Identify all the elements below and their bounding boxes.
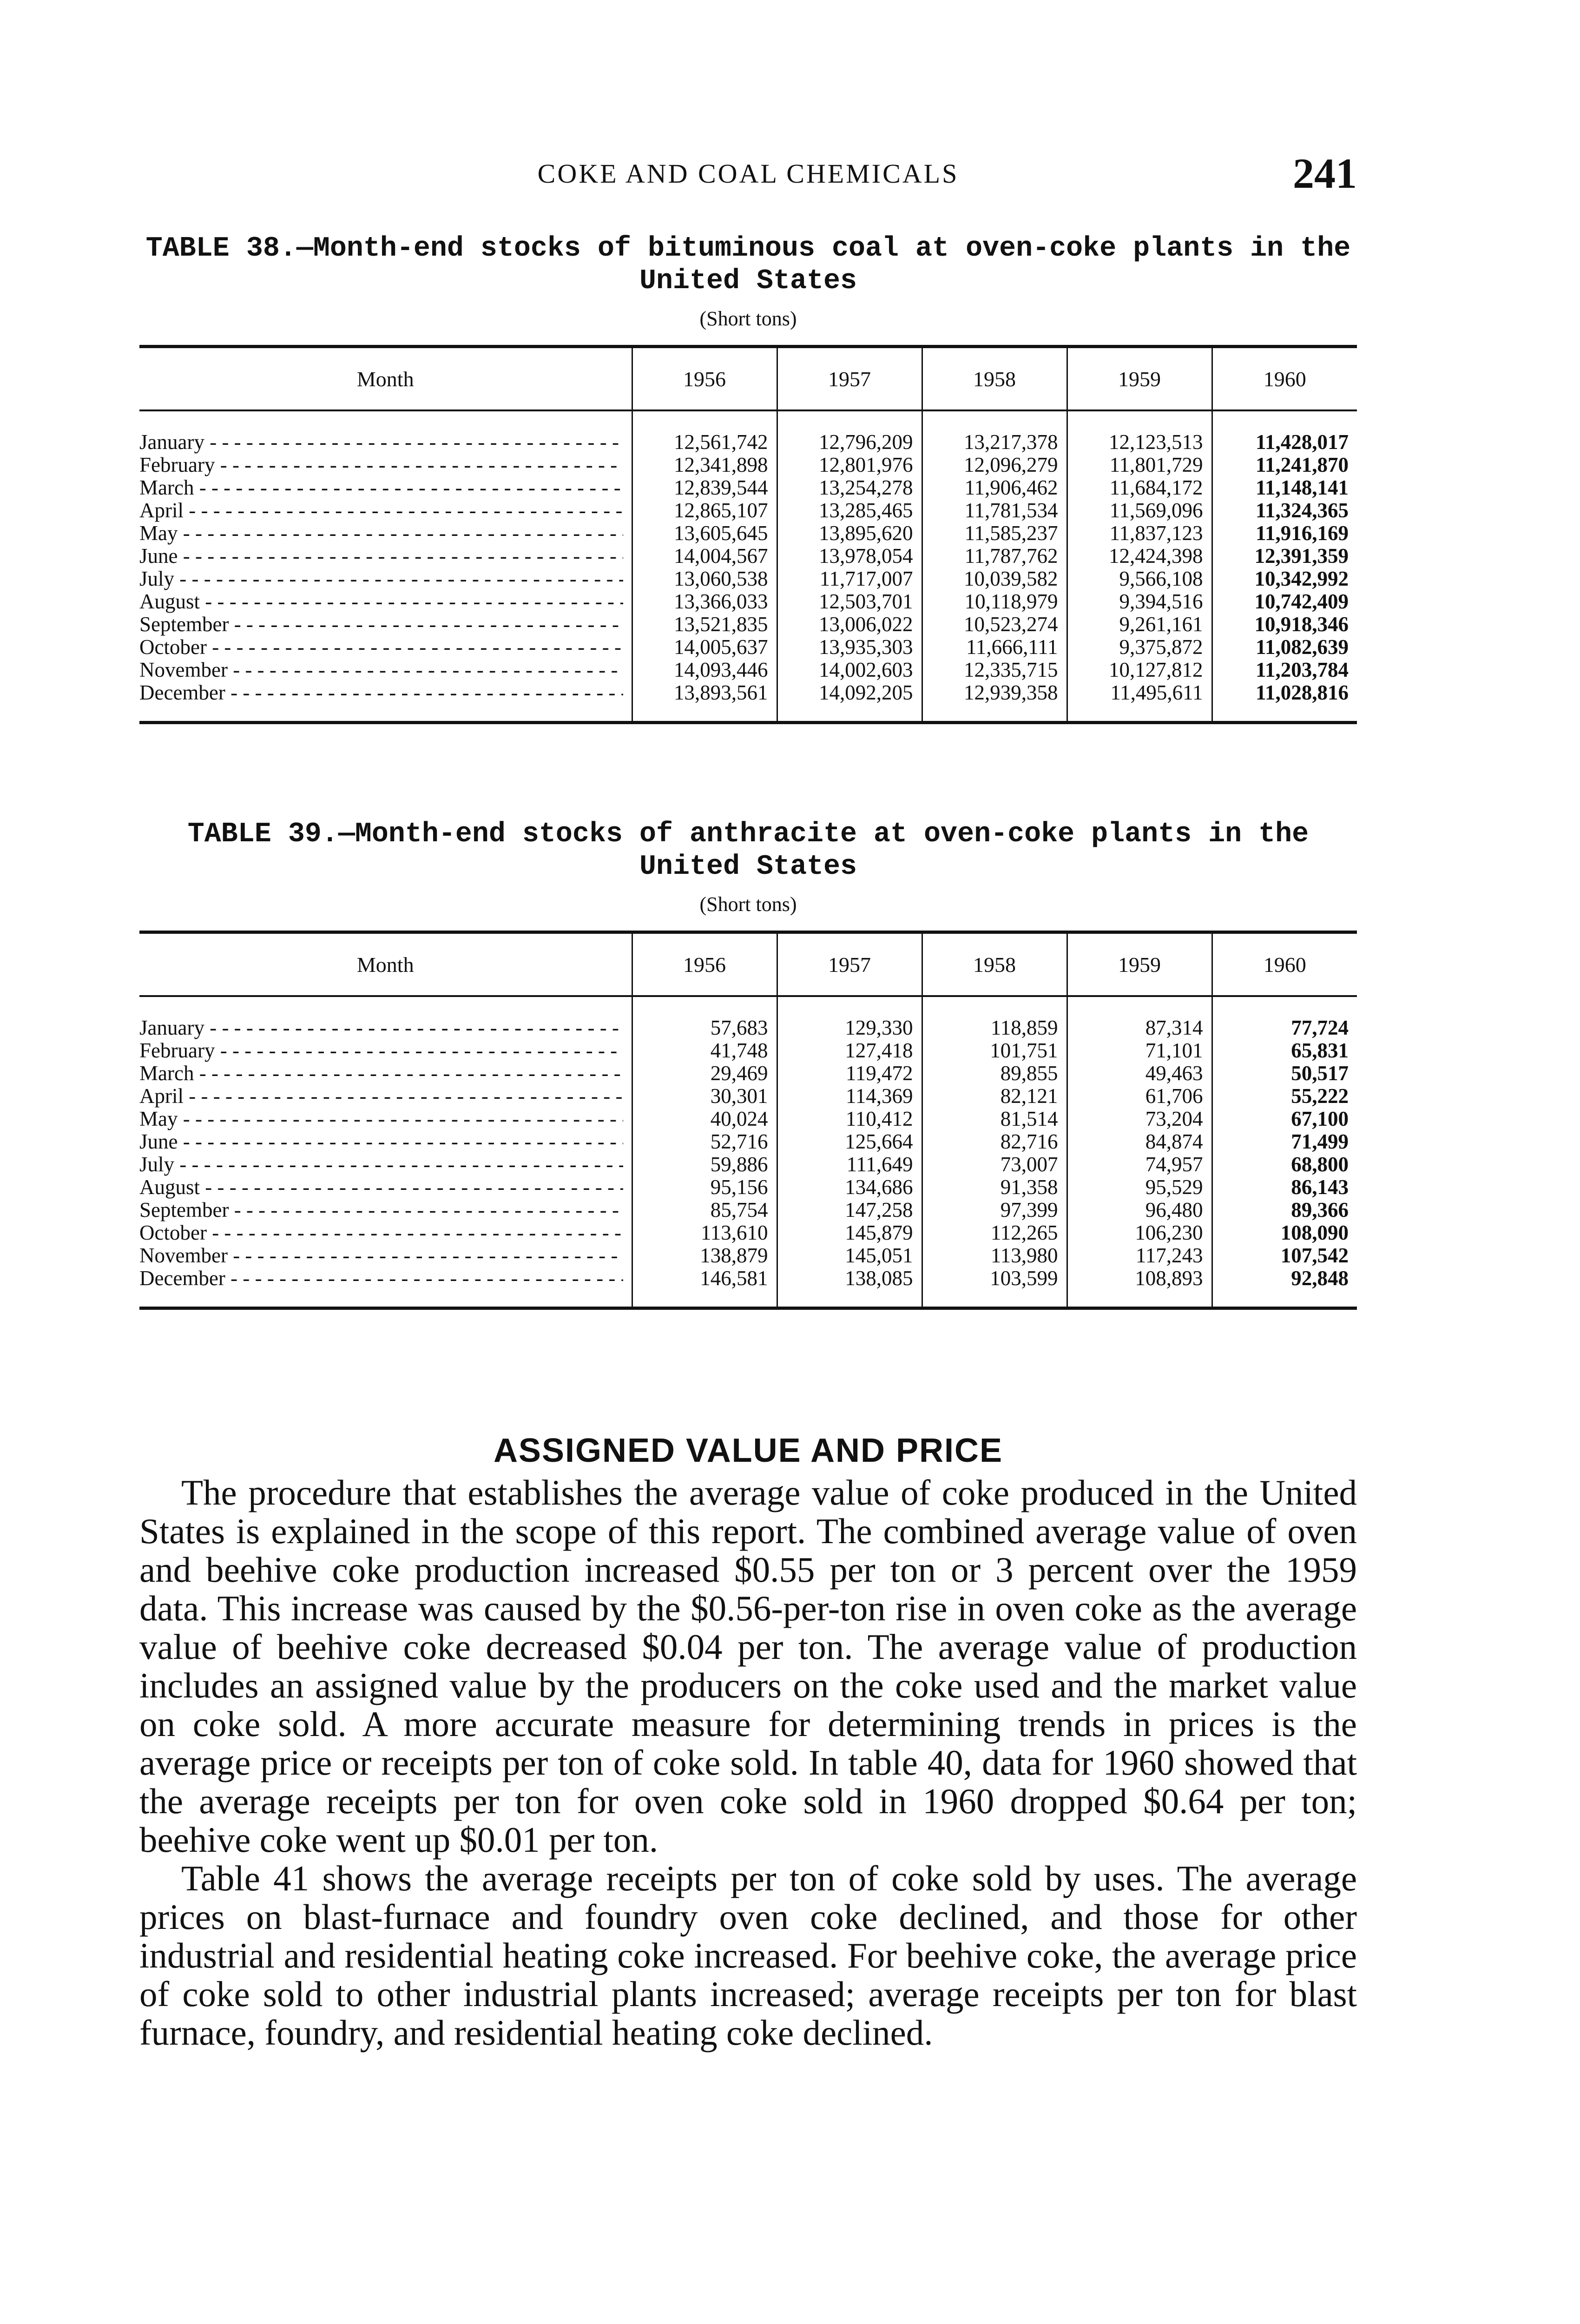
month-label: February - - - (139, 454, 623, 476)
value-cell: 10,039,582 (922, 568, 1067, 590)
value-cell: 84,874 (1067, 1130, 1212, 1153)
table-39 (139, 818, 1357, 1310)
value-cell: 55,222 (1212, 1085, 1357, 1108)
value-cell: 11,717,007 (777, 568, 922, 590)
month-label: May - - - (139, 1108, 623, 1130)
value-cell: 11,666,111 (922, 636, 1067, 659)
spacer-cell (922, 704, 1067, 723)
column-header: 1957 (777, 932, 922, 997)
month-label: September - - - (139, 1199, 623, 1221)
month-label: December - - - (139, 681, 623, 704)
spacer-cell (632, 1290, 777, 1308)
column-header: Month (139, 347, 632, 411)
month-cell (139, 568, 632, 590)
table-39-header-row (139, 932, 1357, 997)
value-cell: 108,090 (1212, 1221, 1357, 1244)
page-number: 241 (1293, 150, 1357, 197)
table-39-title-line-2: United States (639, 851, 857, 883)
value-cell: 12,503,701 (777, 590, 922, 613)
value-cell: 12,391,359 (1212, 545, 1357, 568)
table-row (139, 1085, 1357, 1108)
value-cell: 9,375,872 (1067, 636, 1212, 659)
table-row (139, 545, 1357, 568)
value-cell: 11,148,141 (1212, 476, 1357, 499)
table-row (139, 454, 1357, 476)
table-38-grid (139, 345, 1357, 724)
table-row (139, 1176, 1357, 1199)
value-cell: 113,980 (922, 1244, 1067, 1267)
value-cell: 134,686 (777, 1176, 922, 1199)
value-cell: 11,324,365 (1212, 499, 1357, 522)
value-cell: 138,085 (777, 1267, 922, 1290)
value-cell: 13,935,303 (777, 636, 922, 659)
table-row (139, 1153, 1357, 1176)
column-header: 1960 (1212, 932, 1357, 997)
value-cell: 30,301 (632, 1085, 777, 1108)
table-row (139, 1267, 1357, 1290)
value-cell: 13,254,278 (777, 476, 922, 499)
value-cell: 118,859 (922, 1017, 1067, 1039)
value-cell: 11,781,534 (922, 499, 1067, 522)
value-cell: 73,007 (922, 1153, 1067, 1176)
value-cell: 9,394,516 (1067, 590, 1212, 613)
month-label: June - - - (139, 545, 623, 568)
table-38-title-line-1: TABLE 38.—Month-end stocks of bituminous coal at oven-coke plants in the (145, 233, 1351, 264)
spacer-cell (1212, 996, 1357, 1017)
table-row (139, 1017, 1357, 1039)
month-cell (139, 499, 632, 522)
month-cell (139, 1267, 632, 1290)
value-cell: 14,005,637 (632, 636, 777, 659)
spacer-cell (1067, 704, 1212, 723)
value-cell: 74,957 (1067, 1153, 1212, 1176)
month-cell (139, 590, 632, 613)
month-label: March - - - (139, 476, 623, 499)
spacer-cell (139, 410, 632, 431)
month-cell (139, 1153, 632, 1176)
value-cell: 81,514 (922, 1108, 1067, 1130)
value-cell: 106,230 (1067, 1221, 1212, 1244)
value-cell: 13,978,054 (777, 545, 922, 568)
value-cell: 13,521,835 (632, 613, 777, 636)
value-cell: 147,258 (777, 1199, 922, 1221)
spacer-cell (922, 996, 1067, 1017)
column-header: 1958 (922, 932, 1067, 997)
table-39-unit: (Short tons) (699, 893, 797, 916)
value-cell: 11,082,639 (1212, 636, 1357, 659)
running-head (139, 149, 1357, 205)
month-label: May - - - (139, 522, 623, 545)
value-cell: 146,581 (632, 1267, 777, 1290)
spacer-cell (922, 410, 1067, 431)
value-cell: 10,918,346 (1212, 613, 1357, 636)
value-cell: 101,751 (922, 1039, 1067, 1062)
value-cell: 40,024 (632, 1108, 777, 1130)
value-cell: 13,060,538 (632, 568, 777, 590)
section-heading: ASSIGNED VALUE AND PRICE (493, 1432, 1003, 1469)
table-row (139, 431, 1357, 454)
column-header: 1959 (1067, 347, 1212, 411)
value-cell: 65,831 (1212, 1039, 1357, 1062)
value-cell: 9,566,108 (1067, 568, 1212, 590)
table-spacer-row (139, 410, 1357, 431)
value-cell: 12,865,107 (632, 499, 777, 522)
value-cell: 68,800 (1212, 1153, 1357, 1176)
value-cell: 10,118,979 (922, 590, 1067, 613)
month-cell (139, 1017, 632, 1039)
spacer-cell (922, 1290, 1067, 1308)
value-cell: 73,204 (1067, 1108, 1212, 1130)
value-cell: 11,495,611 (1067, 681, 1212, 704)
value-cell: 95,156 (632, 1176, 777, 1199)
table-39-body (139, 996, 1357, 1308)
value-cell: 82,121 (922, 1085, 1067, 1108)
value-cell: 12,123,513 (1067, 431, 1212, 454)
month-label: July - - - (139, 1153, 623, 1176)
value-cell: 103,599 (922, 1267, 1067, 1290)
value-cell: 95,529 (1067, 1176, 1212, 1199)
spacer-cell (777, 996, 922, 1017)
value-cell: 9,261,161 (1067, 613, 1212, 636)
month-cell (139, 1130, 632, 1153)
value-cell: 91,358 (922, 1176, 1067, 1199)
column-header: 1956 (632, 932, 777, 997)
month-label: December - - - (139, 1267, 623, 1290)
value-cell: 13,605,645 (632, 522, 777, 545)
value-cell: 89,855 (922, 1062, 1067, 1085)
value-cell: 113,610 (632, 1221, 777, 1244)
value-cell: 11,203,784 (1212, 659, 1357, 681)
month-cell (139, 522, 632, 545)
column-header: 1959 (1067, 932, 1212, 997)
value-cell: 11,585,237 (922, 522, 1067, 545)
value-cell: 10,127,812 (1067, 659, 1212, 681)
value-cell: 82,716 (922, 1130, 1067, 1153)
value-cell: 119,472 (777, 1062, 922, 1085)
table-38 (139, 232, 1357, 724)
value-cell: 138,879 (632, 1244, 777, 1267)
table-38-header-row (139, 347, 1357, 411)
month-cell (139, 454, 632, 476)
table-row (139, 1062, 1357, 1085)
value-cell: 10,742,409 (1212, 590, 1357, 613)
value-cell: 145,051 (777, 1244, 922, 1267)
month-label: July - - - (139, 568, 623, 590)
month-cell (139, 1244, 632, 1267)
month-label: April - - - (139, 499, 623, 522)
value-cell: 12,939,358 (922, 681, 1067, 704)
month-cell (139, 613, 632, 636)
value-cell: 14,092,205 (777, 681, 922, 704)
value-cell: 127,418 (777, 1039, 922, 1062)
value-cell: 11,684,172 (1067, 476, 1212, 499)
value-cell: 114,369 (777, 1085, 922, 1108)
month-label: June - - - (139, 1130, 623, 1153)
spacer-cell (1212, 704, 1357, 723)
table-38-title (139, 232, 1357, 297)
table-39-title (139, 818, 1357, 883)
value-cell: 129,330 (777, 1017, 922, 1039)
month-cell (139, 476, 632, 499)
table-row (139, 636, 1357, 659)
month-label: October - - - (139, 1221, 623, 1244)
value-cell: 49,463 (1067, 1062, 1212, 1085)
value-cell: 52,716 (632, 1130, 777, 1153)
month-cell (139, 1039, 632, 1062)
value-cell: 12,839,544 (632, 476, 777, 499)
month-label: February - - - (139, 1039, 623, 1062)
value-cell: 11,906,462 (922, 476, 1067, 499)
value-cell: 107,542 (1212, 1244, 1357, 1267)
value-cell: 12,561,742 (632, 431, 777, 454)
value-cell: 89,366 (1212, 1199, 1357, 1221)
month-label: January - - - (139, 1017, 623, 1039)
spacer-cell (139, 996, 632, 1017)
month-cell (139, 659, 632, 681)
table-39-grid (139, 931, 1357, 1310)
month-label: January - - - (139, 431, 623, 454)
value-cell: 111,649 (777, 1153, 922, 1176)
month-label: August - - - (139, 1176, 623, 1199)
spacer-cell (1212, 1290, 1357, 1308)
value-cell: 11,241,870 (1212, 454, 1357, 476)
value-cell: 86,143 (1212, 1176, 1357, 1199)
table-row (139, 590, 1357, 613)
table-row (139, 1039, 1357, 1062)
value-cell: 12,335,715 (922, 659, 1067, 681)
month-label: October - - - (139, 636, 623, 659)
value-cell: 125,664 (777, 1130, 922, 1153)
month-label: August - - - (139, 590, 623, 613)
value-cell: 11,801,729 (1067, 454, 1212, 476)
value-cell: 92,848 (1212, 1267, 1357, 1290)
column-header: 1957 (777, 347, 922, 411)
body-text (139, 1473, 1357, 2052)
value-cell: 13,285,465 (777, 499, 922, 522)
running-title: COKE AND COAL CHEMICALS (537, 158, 959, 189)
value-cell: 96,480 (1067, 1199, 1212, 1221)
month-cell (139, 1108, 632, 1130)
value-cell: 71,101 (1067, 1039, 1212, 1062)
value-cell: 112,265 (922, 1221, 1067, 1244)
table-row (139, 1244, 1357, 1267)
value-cell: 50,517 (1212, 1062, 1357, 1085)
spacer-cell (632, 410, 777, 431)
value-cell: 85,754 (632, 1199, 777, 1221)
spacer-cell (777, 410, 922, 431)
month-cell (139, 545, 632, 568)
value-cell: 11,569,096 (1067, 499, 1212, 522)
month-cell (139, 1085, 632, 1108)
column-header: 1958 (922, 347, 1067, 411)
value-cell: 67,100 (1212, 1108, 1357, 1130)
value-cell: 12,796,209 (777, 431, 922, 454)
value-cell: 11,428,017 (1212, 431, 1357, 454)
month-label: September - - - (139, 613, 623, 636)
value-cell: 110,412 (777, 1108, 922, 1130)
value-cell: 57,683 (632, 1017, 777, 1039)
table-38-body (139, 410, 1357, 723)
value-cell: 11,916,169 (1212, 522, 1357, 545)
value-cell: 11,787,762 (922, 545, 1067, 568)
table-row (139, 476, 1357, 499)
spacer-cell (777, 1290, 922, 1308)
spacer-cell (632, 704, 777, 723)
month-cell (139, 1199, 632, 1221)
table-row (139, 681, 1357, 704)
value-cell: 41,748 (632, 1039, 777, 1062)
value-cell: 12,801,976 (777, 454, 922, 476)
value-cell: 13,217,378 (922, 431, 1067, 454)
value-cell: 11,837,123 (1067, 522, 1212, 545)
month-label: November - - - (139, 1244, 623, 1267)
spacer-cell (777, 704, 922, 723)
value-cell: 29,469 (632, 1062, 777, 1085)
value-cell: 108,893 (1067, 1267, 1212, 1290)
table-row (139, 568, 1357, 590)
table-row (139, 522, 1357, 545)
spacer-cell (1067, 410, 1212, 431)
table-38-title-line-2: United States (639, 265, 857, 297)
value-cell: 87,314 (1067, 1017, 1212, 1039)
value-cell: 145,879 (777, 1221, 922, 1244)
table-spacer-row (139, 996, 1357, 1017)
value-cell: 11,028,816 (1212, 681, 1357, 704)
month-cell (139, 1221, 632, 1244)
table-39-title-line-1: TABLE 39.—Month-end stocks of anthracite at oven-coke plants in the (187, 819, 1309, 850)
table-row (139, 1108, 1357, 1130)
column-header: 1960 (1212, 347, 1357, 411)
month-label: March - - - (139, 1062, 623, 1085)
month-cell (139, 1062, 632, 1085)
value-cell: 10,523,274 (922, 613, 1067, 636)
value-cell: 59,886 (632, 1153, 777, 1176)
spacer-cell (1067, 1290, 1212, 1308)
table-spacer-row (139, 704, 1357, 723)
paragraph: Table 41 shows the average receipts per ton of coke sold by uses. The average prices on blast-furnace and foundry oven coke declined, and those for other industrial and residential heating coke increased. For beehive coke, the average price of coke sold to other industrial plants increased; average receipts per ton for blast furnace, foundry, and residential heating coke declined. (139, 1858, 1357, 2053)
spacer-cell (1067, 996, 1212, 1017)
value-cell: 97,399 (922, 1199, 1067, 1221)
value-cell: 13,893,561 (632, 681, 777, 704)
table-row (139, 1199, 1357, 1221)
value-cell: 10,342,992 (1212, 568, 1357, 590)
month-cell (139, 1176, 632, 1199)
value-cell: 14,002,603 (777, 659, 922, 681)
value-cell: 13,006,022 (777, 613, 922, 636)
paragraph: The procedure that establishes the average value of coke produced in the United States is explained in the scope of this report. The combined average value of oven and beehive coke production increased $0.55 per ton or 3 percent over the 1959 data. This increase was caused by the $0.56-per-ton rise in oven coke as the average value of beehive coke decreased $0.04 per ton. The average value of production includes an assigned value by the producers on the coke used and the market value on coke sold. A more accurate measure for determining trends in prices is the average price or receipts per ton of coke sold. In table 40, data for 1960 showed that the average receipts per ton for oven coke sold in 1960 dropped $0.64 per ton; beehive coke went up $0.01 per ton. (139, 1472, 1357, 1860)
value-cell: 117,243 (1067, 1244, 1212, 1267)
column-header: 1956 (632, 347, 777, 411)
spacer-cell (139, 704, 632, 723)
table-spacer-row (139, 1290, 1357, 1308)
column-header: Month (139, 932, 632, 997)
spacer-cell (632, 996, 777, 1017)
table-row (139, 613, 1357, 636)
value-cell: 12,341,898 (632, 454, 777, 476)
value-cell: 71,499 (1212, 1130, 1357, 1153)
table-38-unit: (Short tons) (699, 307, 797, 330)
value-cell: 13,366,033 (632, 590, 777, 613)
table-row (139, 499, 1357, 522)
month-cell (139, 431, 632, 454)
value-cell: 61,706 (1067, 1085, 1212, 1108)
table-row (139, 1221, 1357, 1244)
month-label: November - - - (139, 659, 623, 681)
table-row (139, 1130, 1357, 1153)
value-cell: 13,895,620 (777, 522, 922, 545)
value-cell: 77,724 (1212, 1017, 1357, 1039)
value-cell: 12,424,398 (1067, 545, 1212, 568)
value-cell: 14,093,446 (632, 659, 777, 681)
table-row (139, 659, 1357, 681)
spacer-cell (139, 1290, 632, 1308)
value-cell: 12,096,279 (922, 454, 1067, 476)
spacer-cell (1212, 410, 1357, 431)
month-cell (139, 681, 632, 704)
month-label: April - - - (139, 1085, 623, 1108)
month-cell (139, 636, 632, 659)
value-cell: 14,004,567 (632, 545, 777, 568)
